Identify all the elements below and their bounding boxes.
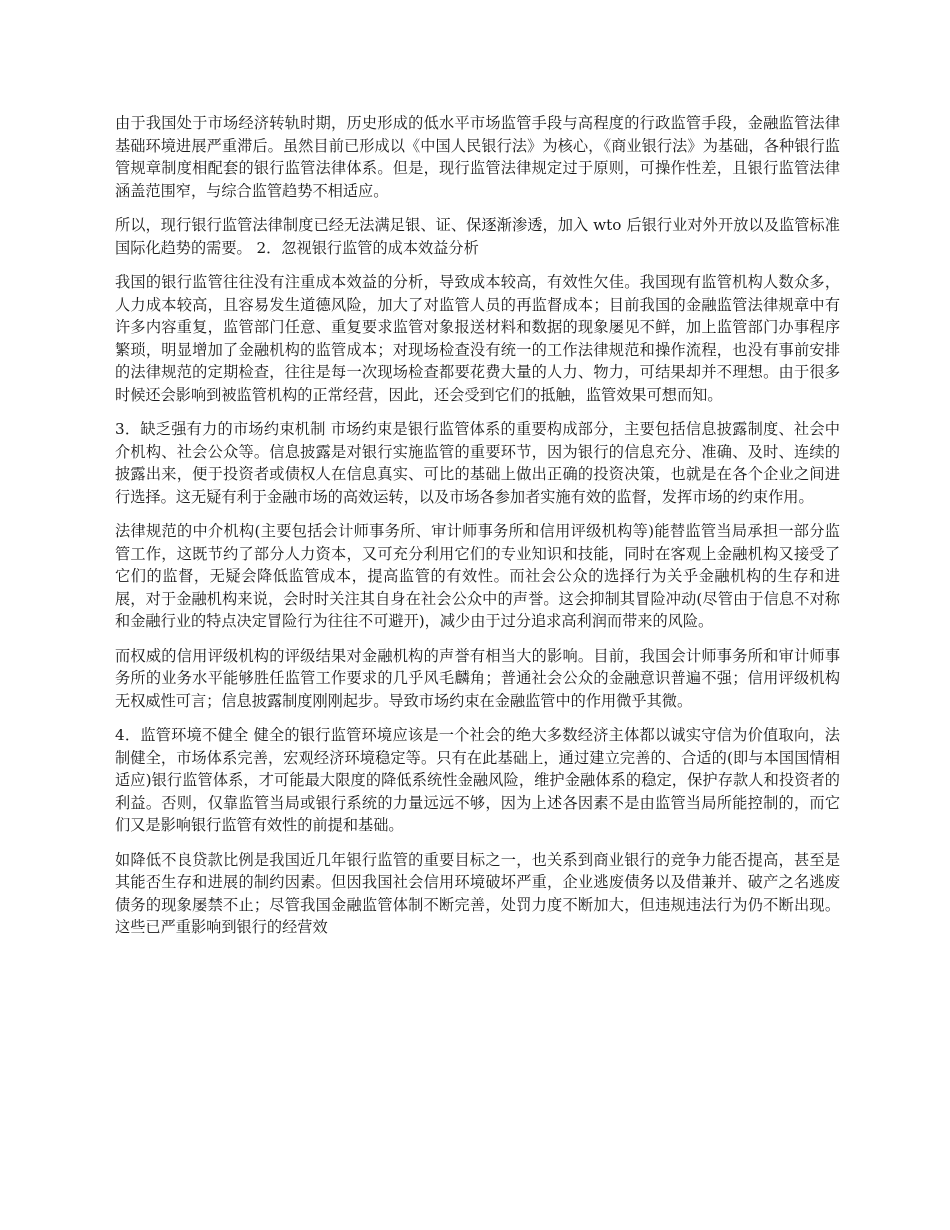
paragraph-2: 所以，现行银行监管法律制度已经无法满足银、证、保逐渐渗透，加入 wto 后银行业对外开放以及监管标准国际化趋势的需要。 2．忽视银行监管的成本效益分析	[115, 216, 840, 257]
paragraph-3: 我国的银行监管往往没有注重成本效益的分析，导致成本较高，有效性欠佳。我国现有监管机构人数众多，人力成本较高，且容易发生道德风险，加大了对监管人员的再监督成本；目前我国的金融监管法律规章中有许多内容重复，监管部门任意、重复要求监管对象报送材料和数据的现象屡见不鲜，加上监管部门办事程序繁琐，明显增加了金融机构的监管成本；对现场检查没有统一的工作法律规范和操作流程，也没有事前安排的法律规范的定期检查，往往是每一次现场检查都要花费大量的人力、物力，可结果却并不理想。由于很多时候还会影响到被监管机构的正常经营，因此，还会受到它们的抵触，监管效果可想而知。	[115, 273, 840, 404]
paragraph-5: 法律规范的中介机构(主要包括会计师事务所、审计师事务所和信用评级机构等)能替监管当局承担一部分监管工作，这既节约了部分人力资本，又可充分利用它们的专业知识和技能，同时在客观上金融机构又接受了它们的监督，无疑会降低监管成本，提高监管的有效性。而社会公众的选择行为关乎金融机构的生存和进展，对于金融机构来说，会时时关注其自身在社会公众中的声誉。这会抑制其冒险冲动(尽管由于信息不对称和金融行业的特点决定冒险行为往往不可避开)，减少由于过分追求高利润而带来的风险。	[115, 522, 840, 630]
paragraph-1: 由于我国处于市场经济转轨时期，历史形成的低水平市场监管手段与高程度的行政监管手段，金融监管法律基础环境进展严重滞后。虽然目前已形成以《中国人民银行法》为核心，《商业银行法》为基础，各种银行监管规章制度相配套的银行监管法律体系。但是，现行监管法律规定过于原则，可操作性差，且银行监管法律涵盖范围窄，与综合监管趋势不相适应。	[115, 114, 840, 200]
paragraph-4: 3．缺乏强有力的市场约束机制 市场约束是银行监管体系的重要构成部分，主要包括信息披露制度、社会中介机构、社会公众等。信息披露是对银行实施监管的重要环节，因为银行的信息充分、准确、及时、连续的披露出来，便于投资者或债权人在信息真实、可比的基础上做出正确的投资决策，也就是在各个企业之间进行选择。这无疑有利于金融市场的高效运转，以及市场各参加者实施有效的监督，发挥市场的约束作用。	[115, 420, 840, 506]
paragraph-7: 4．监管环境不健全 健全的银行监管环境应该是一个社会的绝大多数经济主体都以诚实守信为价值取向，法制健全，市场体系完善，宏观经济环境稳定等。只有在此基础上，通过建立完善的、合适的(即与本国国情相适应)银行监管体系，才可能最大限度的降低系统性金融风险，维护金融体系的稳定，保护存款人和投资者的利益。否则，仅靠监管当局或银行系统的力量远远不够，因为上述各因素不是由监管当局所能控制的，而它们又是影响银行监管有效性的前提和基础。	[115, 726, 840, 834]
paragraph-6: 而权威的信用评级机构的评级结果对金融机构的声誉有相当大的影响。目前，我国会计师事务所和审计师事务所的业务水平能够胜任监管工作要求的几乎风毛麟角；普通社会公众的金融意识普遍不强；信用评级机构无权威性可言；信息披露制度刚刚起步。导致市场约束在金融监管中的作用微乎其微。	[115, 646, 840, 710]
document-page	[115, 112, 840, 951]
paragraph-8: 如降低不良贷款比例是我国近几年银行监管的重要目标之一，也关系到商业银行的竞争力能否提高，甚至是其能否生存和进展的制约因素。但因我国社会信用环境破坏严重，企业逃废债务以及借兼并、破产之名逃废债务的现象屡禁不止；尽管我国金融监管体制不断完善，处罚力度不断加大，但违规违法行为仍不断出现。这些已严重影响到银行的经营效	[115, 850, 840, 936]
